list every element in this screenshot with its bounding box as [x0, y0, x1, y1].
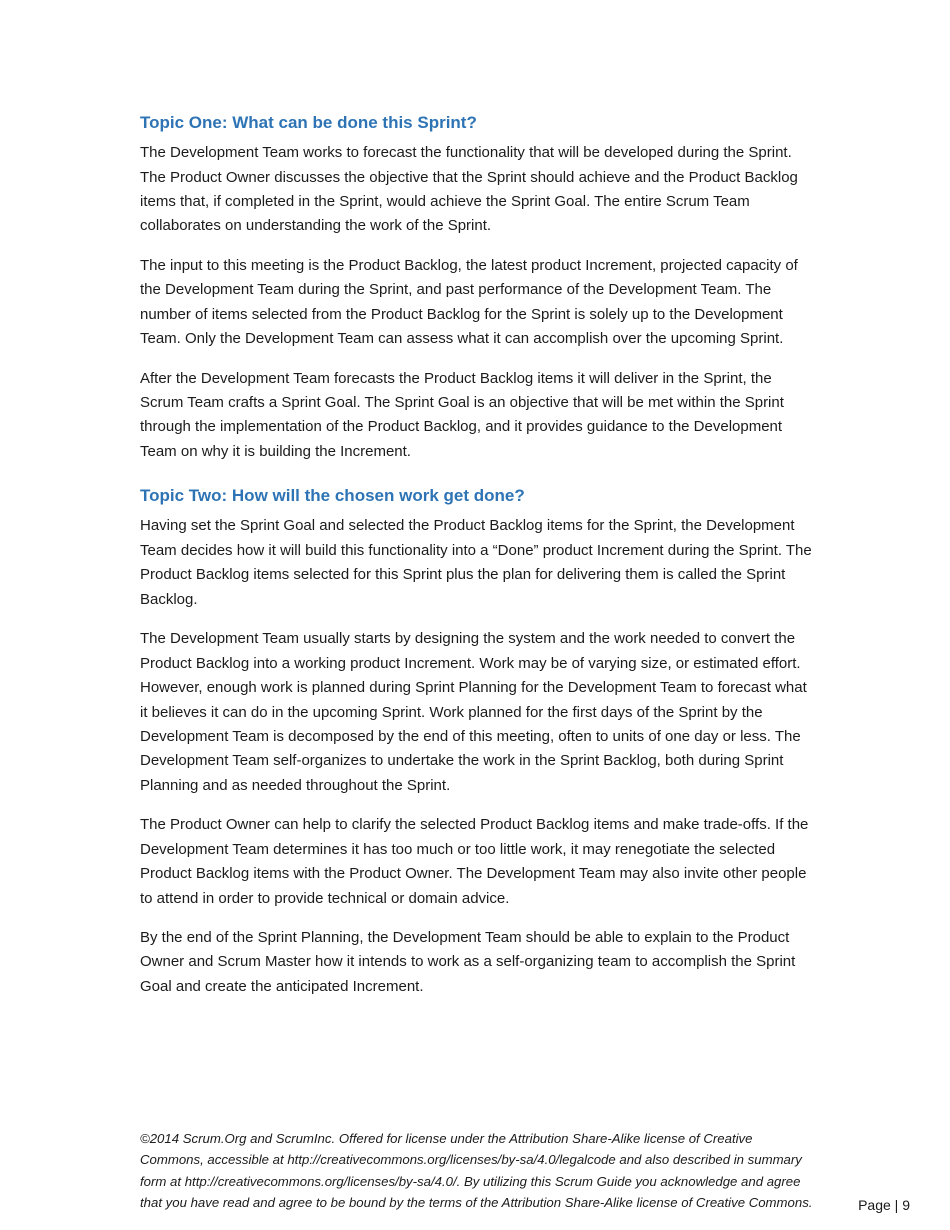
paragraph: The Development Team works to forecast the functionality that will be developed during the Sprint. The Product Owner discusses the objective that the Sprint should achieve and the Product Backlog items that, if completed in the Sprint, would achieve the Sprint Goal. The entire Scrum Team collaborates on understanding the work of the Sprint. [140, 144, 798, 235]
heading-topic-one: Topic One: What can be done this Sprint? [140, 113, 477, 132]
section-topic-two [140, 485, 815, 999]
paragraph: The input to this meeting is the Product Backlog, the latest product Increment, projected capacity of the Development Team during the Sprint, and past performance of the Development Team. The number of items selected from the Product Backlog for the Sprint is solely up to the Development Team. Only the Development Team can assess what it can accomplish over the upcoming Sprint. [140, 256, 798, 348]
page-footer [140, 1128, 910, 1214]
paragraph: Having set the Sprint Goal and selected the Product Backlog items for the Sprint, the Development Team decides how it will build this functionality into a “Done” product Increment during the Sprint. The Product Backlog items selected for this Sprint plus the plan for delivering them is called the Sprint Backlog. [140, 517, 812, 608]
paragraph: By the end of the Sprint Planning, the Development Team should be able to explain to the Product Owner and Scrum Master how it intends to work as a self-organizing team to accomplish the Sprint Goal and create the anticipated Increment. [140, 929, 796, 995]
paragraph: The Product Owner can help to clarify the selected Product Backlog items and make trade-offs. If the Development Team determines it has too much or too little work, it may renegotiate the selected Product Backlog items with the Product Owner. The Development Team may also invite other people to attend in order to provide technical or domain advice. [140, 816, 809, 907]
page-number: Page | 9 [858, 1196, 910, 1213]
document-content [140, 112, 815, 999]
section-topic-one [140, 112, 815, 464]
paragraph: The Development Team usually starts by designing the system and the work needed to convert the Product Backlog into a working product Increment. Work may be of varying size, or estimated effort. However, enough work is planned during Sprint Planning for the Development Team to forecast what it believes it can do in the upcoming Sprint. Work planned for the first days of the Sprint by the Development Team is decomposed by the end of this meeting, often to units of one day or less. The Development Team self-organizes to undertake the work in the Sprint Backlog, both during Sprint Planning and as needed throughout the Sprint. [140, 630, 807, 794]
paragraph: After the Development Team forecasts the Product Backlog items it will deliver in the Sprint, the Scrum Team crafts a Sprint Goal. The Sprint Goal is an objective that will be met within the Sprint through the implementation of the Product Backlog, and it provides guidance to the Development Team on why it is building the Increment. [140, 369, 784, 460]
license-text: ©2014 Scrum.Org and ScrumInc. Offered for license under the Attribution Share-Alike license of Creative Commons, accessible at http://creativecommons.org/licenses/by-sa/4.0/legalcode and also described in summary form at http://creativecommons.org/licenses/by-sa/4.0/. By utilizing this Scrum Guide you acknowledge and agree that you have read and agree to be bound by the terms of the Attribution Share-Alike license of Creative Commons. [140, 1131, 813, 1211]
heading-topic-two: Topic Two: How will the chosen work get done? [140, 486, 525, 506]
